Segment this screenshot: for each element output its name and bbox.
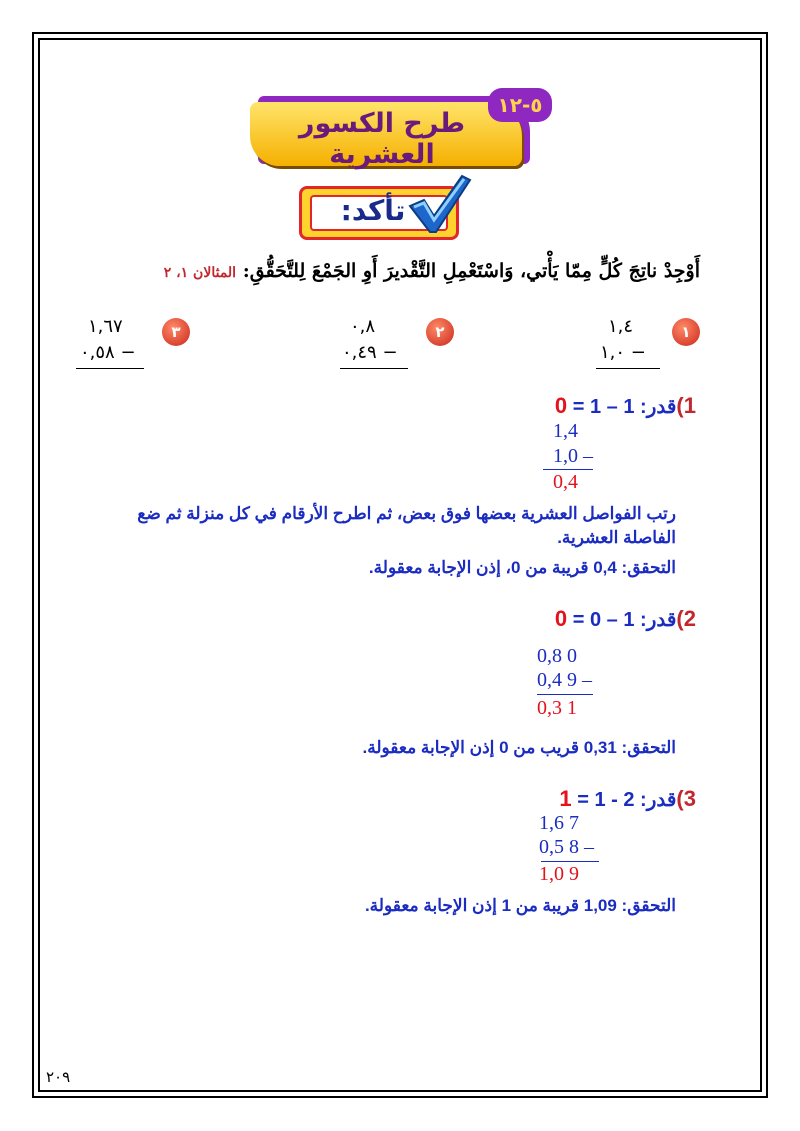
exercise-2-bottom: ٠,٤٩ − [342, 342, 398, 363]
exercise-1-number: ١ [672, 318, 700, 346]
solution-3-check: التحقق: 1,09 قريبة من 1 إذن الإجابة معقولة. [364, 896, 676, 915]
checkmark-icon [404, 170, 474, 236]
solution-1-estimate-result: 0 [554, 393, 568, 418]
lesson-number: ٥-١٢ [488, 88, 552, 122]
instruction-text: أَوْجِدْ ناتِجَ كُلٍّ مِمّا يَأْتي، وَاسْتَعْمِلِ التَّقْديرَ أَوِ الجَمْعَ لِلتَّحَقُّقِ: [242, 260, 700, 282]
exercise-2-number: ٢ [426, 318, 454, 346]
exercise-3-top: ١,٦٧ [88, 316, 123, 337]
solution-2-work-bottom: 0,4 9 – [537, 669, 592, 691]
example-reference: المثالان ١، ٢ [163, 265, 237, 281]
exercise-3-bottom: ٠,٥٨ − [80, 342, 136, 363]
lesson-title: طرح الكسور العشرية [298, 108, 466, 170]
exercise-2-rule [340, 368, 408, 369]
solution-2-estimate-result: 0 [554, 606, 568, 631]
solution-3-rule [541, 861, 599, 862]
solution-3-work-result: 1,0 9 [539, 863, 579, 885]
solution-2-work-top: 0,8 0 [537, 645, 577, 667]
exercise-1-bottom: ١,٠ − [600, 342, 646, 363]
exercise-3-number: ٣ [162, 318, 190, 346]
solution-2-estimate-text: قدر: 1 – 0 = [572, 609, 677, 631]
solution-2-number: 2) [676, 606, 696, 631]
solution-1-work-bottom: 1,0 – [553, 445, 593, 467]
solution-3-estimate-text: قدر: 2 - 1 = [577, 789, 677, 811]
solution-3-work-top: 1,6 7 [539, 812, 579, 834]
solution-2-rule [537, 694, 593, 695]
instruction [164, 260, 700, 282]
solution-3-estimate [559, 786, 696, 812]
solution-1-work-top: 1,4 [553, 420, 578, 442]
solution-1-estimate-text: قدر: 1 – 1 = [572, 396, 677, 418]
solution-1-work-result: 0,4 [553, 471, 578, 493]
exercise-3-rule [76, 368, 144, 369]
solution-1-rule [543, 469, 593, 470]
solution-2-estimate [555, 606, 696, 632]
solution-2-check: التحقق: 0,31 قريب من 0 إذن الإجابة معقولة. [362, 738, 676, 757]
solution-2-work-result: 0,3 1 [537, 697, 577, 719]
solution-1-check: التحقق: 0,4 قريبة من 0، إذن الإجابة معقولة. [368, 558, 676, 577]
solution-3-estimate-result: 1 [559, 786, 572, 811]
solution-1-estimate [555, 393, 696, 419]
solution-1-number: 1) [676, 393, 696, 418]
solution-3-number: 3) [676, 786, 696, 811]
exercise-2-top: ٠,٨ [350, 316, 376, 337]
page-number: ٢٠٩ [46, 1068, 71, 1086]
confirm-label: تأكد: [340, 194, 406, 227]
solution-1-explanation: رتب الفواصل العشرية بعضها فوق بعض، ثم اطرح الأرقام في كل منزلة ثم ضع الفاصلة العشرية. [137, 504, 676, 547]
exercise-1-top: ١,٤ [608, 316, 634, 337]
solution-3-work-bottom: 0,5 8 – [539, 836, 594, 858]
exercise-1-rule [596, 368, 660, 369]
